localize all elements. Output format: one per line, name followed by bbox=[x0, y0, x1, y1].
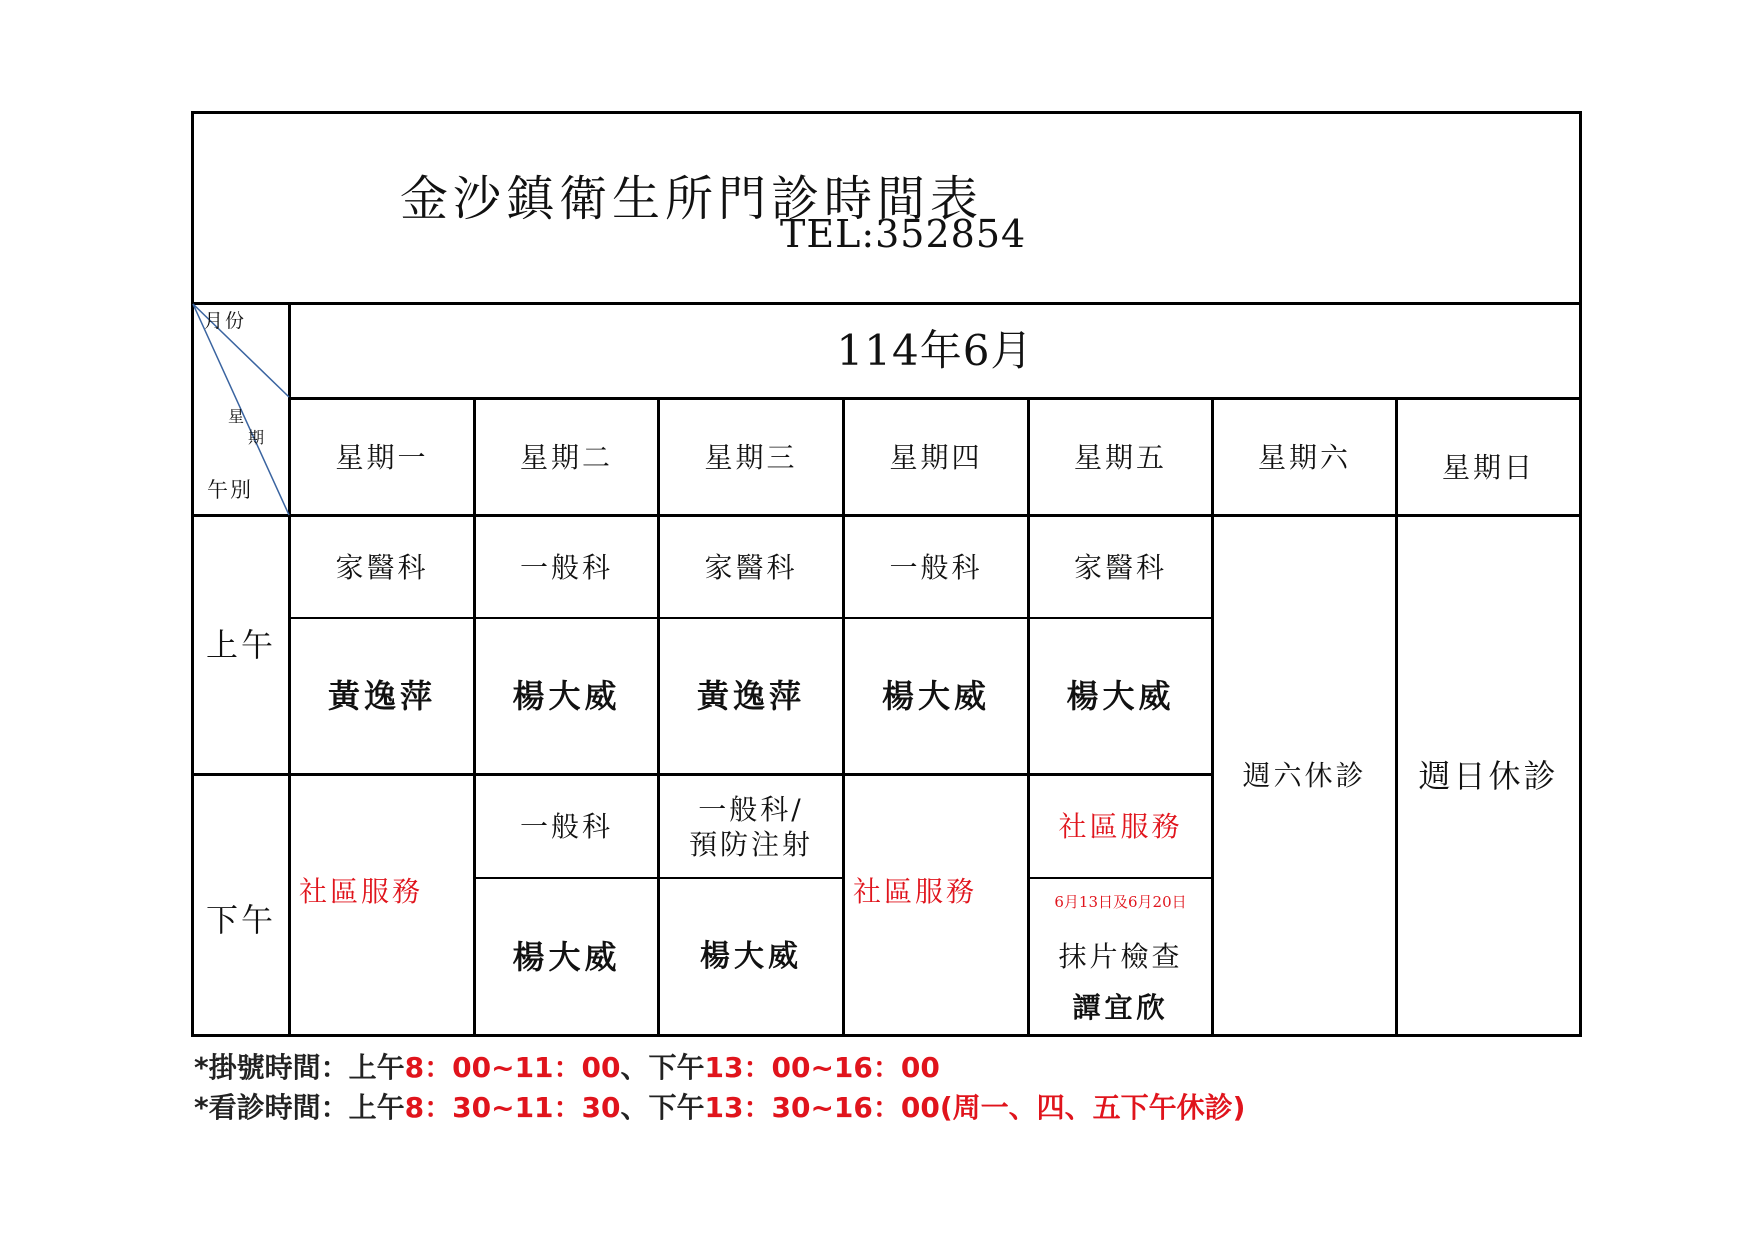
am-dept-mon: 家醫科 bbox=[335, 550, 429, 584]
am-doctor-fri: 楊大威 bbox=[1066, 677, 1175, 715]
phone-number: TEL:352854 bbox=[780, 212, 1027, 256]
period-pm: 下午 bbox=[205, 901, 276, 939]
consultation-prefix: *看診時間：上午 bbox=[194, 1091, 405, 1124]
consultation-hours bbox=[194, 1086, 1245, 1126]
day-header-mon: 星期一 bbox=[335, 440, 429, 474]
rule-pm-mid-fri bbox=[1028, 877, 1212, 879]
corner-weekday-label-1: 星 bbox=[228, 407, 245, 426]
pm-wed-dept bbox=[660, 776, 842, 877]
table-border-right bbox=[1579, 111, 1582, 1037]
corner-period-label: 午別 bbox=[207, 478, 253, 502]
am-dept-tue: 一般科 bbox=[519, 550, 613, 584]
pm-mon-community-service: 社區服務 bbox=[299, 874, 424, 908]
pm-wed-dept-line-2: 預防注射 bbox=[688, 827, 813, 861]
am-dept-thu: 一般科 bbox=[889, 550, 983, 584]
corner-weekday-label-2: 期 bbox=[248, 428, 265, 447]
registration-prefix: *掛號時間：上午 bbox=[194, 1051, 405, 1084]
registration-hours bbox=[194, 1046, 940, 1086]
sun-closed: 週日休診 bbox=[1418, 756, 1559, 795]
pm-tue-dept: 一般科 bbox=[519, 810, 613, 843]
am-doctor-wed: 黃逸萍 bbox=[696, 677, 805, 715]
day-header-fri: 星期五 bbox=[1073, 440, 1167, 474]
pm-fri-community-service: 社區服務 bbox=[1058, 810, 1183, 843]
registration-sep: 、下午 bbox=[620, 1051, 705, 1084]
pm-fri-doctor: 譚宜欣 bbox=[1072, 990, 1169, 1024]
day-header-thu: 星期四 bbox=[889, 440, 983, 474]
pm-wed-doctor: 楊大威 bbox=[700, 938, 802, 974]
consultation-pm: 13：30~16：00(周一、四、五下午休診) bbox=[704, 1091, 1246, 1124]
day-header-wed: 星期三 bbox=[704, 440, 798, 474]
page-title: 金沙鎮衛生所門診時間表 bbox=[400, 171, 984, 227]
pm-fri-exam: 抹片檢查 bbox=[1058, 939, 1183, 973]
table-border-top bbox=[191, 111, 1582, 114]
am-dept-wed: 家醫科 bbox=[704, 550, 798, 584]
corner-month-label: 月份 bbox=[204, 310, 247, 332]
pm-tue-doctor: 楊大威 bbox=[512, 937, 621, 976]
am-doctor-tue: 楊大威 bbox=[512, 677, 621, 715]
consultation-sep: 、下午 bbox=[620, 1091, 705, 1124]
pm-thu-community-service: 社區服務 bbox=[853, 874, 978, 908]
day-header-sat: 星期六 bbox=[1257, 441, 1351, 474]
table-border-bottom bbox=[191, 1034, 1582, 1037]
consultation-am: 8：30~11：30 bbox=[404, 1091, 621, 1124]
registration-am: 8：00~11：00 bbox=[404, 1051, 621, 1084]
am-dept-fri: 家醫科 bbox=[1073, 550, 1167, 584]
month-label: 114年6月 bbox=[836, 325, 1034, 375]
day-header-sun: 星期日 bbox=[1441, 450, 1535, 484]
period-am: 上午 bbox=[205, 626, 276, 664]
sat-closed: 週六休診 bbox=[1242, 759, 1367, 792]
day-header-tue: 星期二 bbox=[519, 440, 613, 474]
registration-pm: 13：00~16：00 bbox=[704, 1051, 940, 1084]
am-doctor-mon: 黃逸萍 bbox=[327, 677, 436, 715]
pm-fri-dates: 6月13日及6月20日 bbox=[1054, 892, 1187, 911]
pm-wed-dept-line-1: 一般科/ bbox=[698, 792, 804, 826]
am-doctor-thu: 楊大威 bbox=[881, 677, 990, 715]
